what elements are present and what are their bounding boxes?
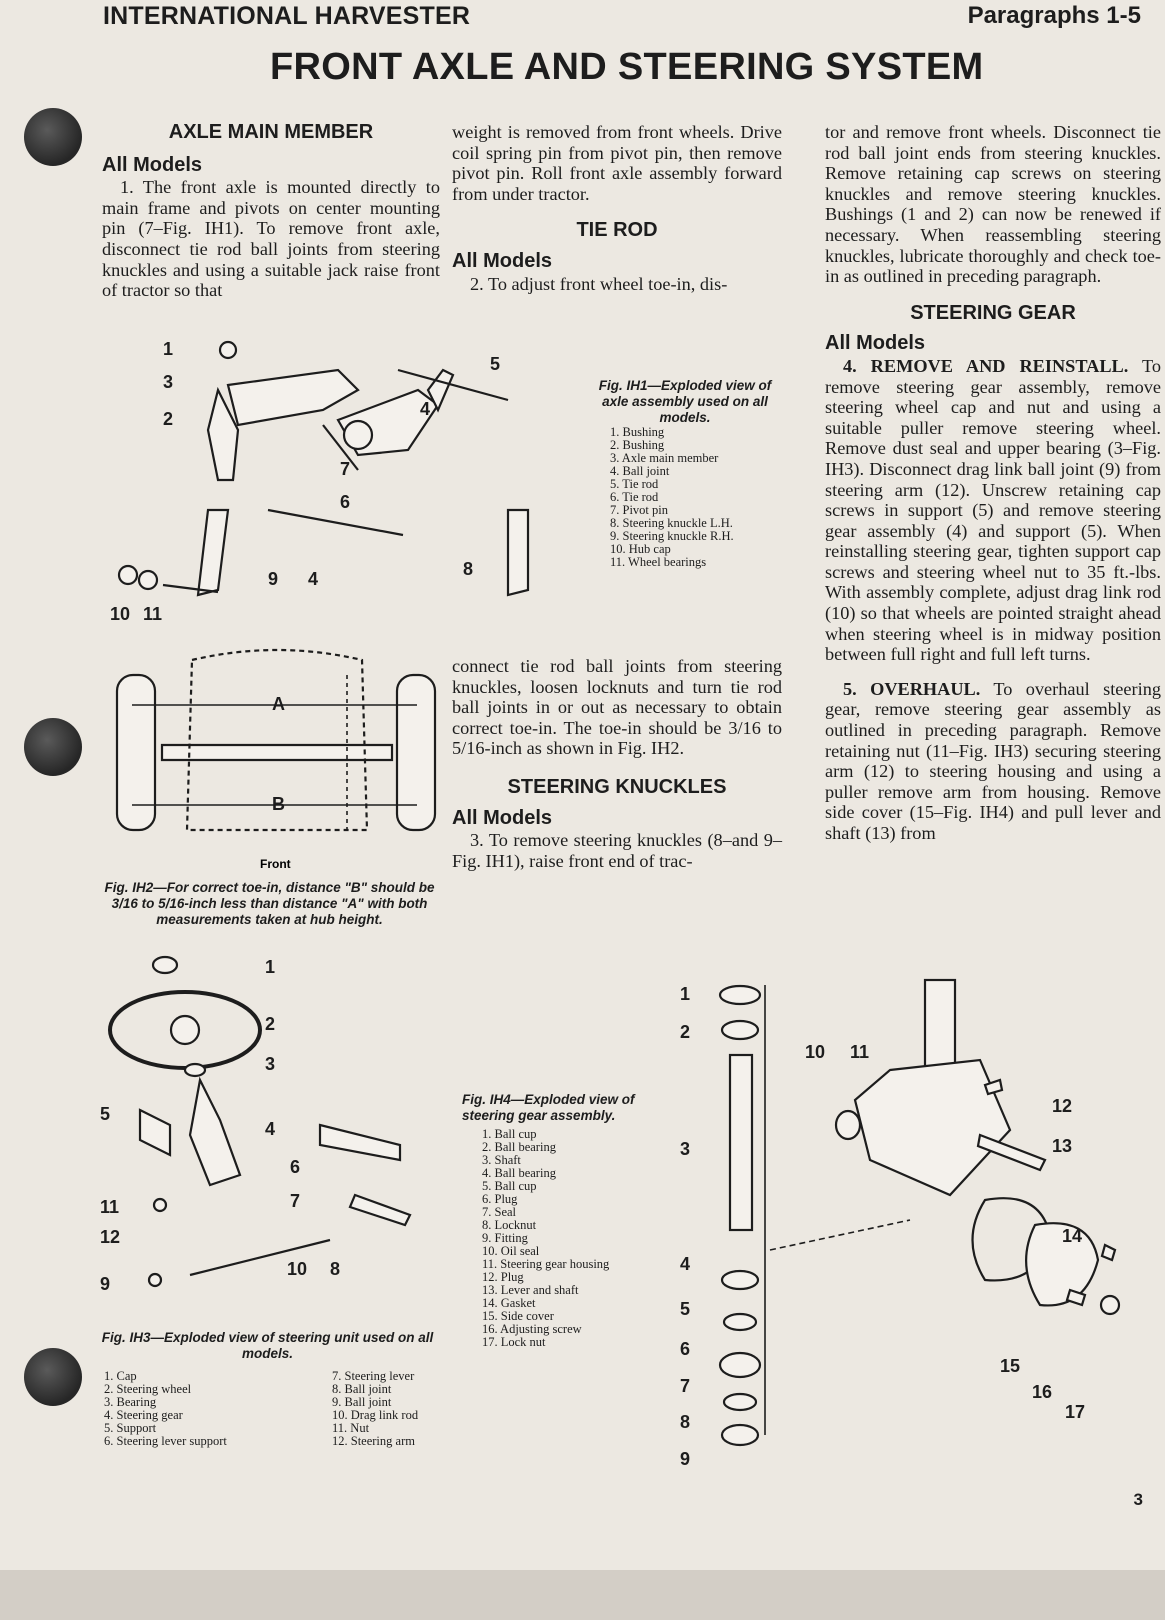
legend-item: 8. Locknut xyxy=(482,1218,537,1232)
paragraph: 4. REMOVE AND REINSTALL. To remove steering gear assembly, remove steering wheel cap and nut and using a suitable puller remove steering wheel. Remove dust seal and upper bearing (3–Fig. IH3). Disconnect drag link ball joint (9) from steering arm (12). Unscrew retaining cap screws in support (5) and remove steering gear assembly (4) and support (5). When reinstalling steering gear, tighten support cap screws and steering wheel nut to 35 ft.-lbs. With assembly complete, adjust drag link rod (10) so that wheels are pointed straight ahead when steering wheel is in midway position between full right and full left turns. xyxy=(825,355,1161,665)
legend-item: 8. Steering knuckle L.H. xyxy=(610,516,733,530)
svg-text:5: 5 xyxy=(680,1299,691,1319)
legend-item: 12. Steering arm xyxy=(332,1434,415,1448)
svg-text:11: 11 xyxy=(143,604,163,624)
figure-ih4-caption: Fig. IH4—Exploded view of steering gear assembly. xyxy=(462,1092,635,1123)
svg-text:16: 16 xyxy=(1032,1382,1053,1402)
legend-item: 9. Ball joint xyxy=(332,1395,392,1409)
legend-item: 3. Bearing xyxy=(104,1395,157,1409)
legend-item: 10. Hub cap xyxy=(610,542,671,556)
svg-text:11: 11 xyxy=(100,1197,120,1217)
legend-item: 5. Tie rod xyxy=(610,477,659,491)
svg-text:10: 10 xyxy=(287,1259,308,1279)
legend-item: 7. Steering lever xyxy=(332,1369,415,1383)
svg-text:12: 12 xyxy=(100,1227,121,1247)
scan-edge xyxy=(0,1570,1165,1620)
figure-ih4-legend xyxy=(482,1128,609,1349)
svg-text:5: 5 xyxy=(100,1104,111,1124)
figure-ih1-legend xyxy=(610,426,734,569)
svg-text:7: 7 xyxy=(340,459,351,479)
column-1 xyxy=(102,122,440,301)
svg-text:1: 1 xyxy=(163,339,174,359)
legend-item: 3. Shaft xyxy=(482,1153,521,1167)
page-title: FRONT AXLE AND STEERING SYSTEM xyxy=(270,46,984,88)
svg-text:6: 6 xyxy=(340,492,351,512)
subheading: All Models xyxy=(452,249,553,272)
svg-text:10: 10 xyxy=(110,604,131,624)
paragraph: weight is removed from front wheels. Drive coil spring pin from pivot pin, then remove pivot pin. Roll front axle assembly forward from under tractor. xyxy=(452,122,782,204)
legend-item: 10. Oil seal xyxy=(482,1244,540,1258)
front-label: Front xyxy=(260,857,291,871)
svg-text:2: 2 xyxy=(265,1014,276,1034)
paragraph: 2. To adjust front wheel toe-in, dis- xyxy=(470,273,728,294)
svg-text:9: 9 xyxy=(100,1274,111,1294)
legend-item: 4. Ball joint xyxy=(610,464,670,478)
paragraphs-header: Paragraphs 1-5 xyxy=(967,2,1141,29)
svg-text:2: 2 xyxy=(680,1022,691,1042)
paragraph: connect tie rod ball joints from steering knuckles, loosen locknuts and turn tie rod ball joints in or out as necessary to obtain correct toe-in. The toe-in should be 3/16 to 5/16-inch as shown in Fig. IH2. xyxy=(452,656,782,759)
svg-text:2: 2 xyxy=(163,409,174,429)
paragraph-lead: 5. OVERHAUL. xyxy=(843,678,981,699)
legend-item: 4. Steering gear xyxy=(104,1408,183,1422)
svg-text:15: 15 xyxy=(1000,1356,1021,1376)
legend-item: 5. Support xyxy=(104,1421,157,1435)
svg-text:4: 4 xyxy=(680,1254,691,1274)
svg-text:5: 5 xyxy=(490,354,501,374)
legend-item: 16. Adjusting screw xyxy=(482,1322,582,1336)
legend-item: 6. Tie rod xyxy=(610,490,659,504)
svg-text:11: 11 xyxy=(850,1042,870,1062)
svg-text:3: 3 xyxy=(265,1054,276,1074)
legend-item: 7. Pivot pin xyxy=(610,503,668,517)
legend-item: 6. Steering lever support xyxy=(104,1434,227,1448)
legend-item: 1. Ball cup xyxy=(482,1127,537,1141)
legend-item: 11. Wheel bearings xyxy=(610,555,707,569)
legend-item: 11. Steering gear housing xyxy=(482,1257,610,1271)
svg-text:3: 3 xyxy=(680,1139,691,1159)
subheading: All Models xyxy=(452,806,553,829)
binder-hole xyxy=(24,108,82,166)
distance-a-label: A xyxy=(272,694,285,714)
svg-text:8: 8 xyxy=(330,1259,341,1279)
svg-text:4: 4 xyxy=(308,569,319,589)
figure-ih1-caption: Fig. IH1—Exploded view of axle assembly used on all models. xyxy=(598,378,772,425)
legend-item: 9. Steering knuckle R.H. xyxy=(610,529,734,543)
svg-text:1: 1 xyxy=(265,957,276,977)
legend-item: 11. Nut xyxy=(332,1421,370,1435)
page-number: 3 xyxy=(1133,1490,1143,1509)
legend-item: 2. Bushing xyxy=(610,438,665,452)
legend-item: 7. Seal xyxy=(482,1205,517,1219)
paragraph: 5. OVERHAUL. To overhaul steering gear, remove steering gear assembly as outlined in preceding paragraph. Remove retaining nut (11–Fig. IH3) securing steering arm (12) to steering housing and using a puller remove arm from housing. Remove side cover (15–Fig. IH4) and pull lever and shaft (13) from xyxy=(825,678,1161,843)
column-2-bottom xyxy=(452,656,782,871)
legend-item: 14. Gasket xyxy=(482,1296,536,1310)
svg-text:6: 6 xyxy=(290,1157,301,1177)
svg-text:4: 4 xyxy=(265,1119,276,1139)
figure-ih4-gear-drawing xyxy=(680,960,1150,1480)
legend-item: 8. Ball joint xyxy=(332,1382,392,1396)
svg-text:10: 10 xyxy=(805,1042,826,1062)
section-heading: STEERING GEAR xyxy=(910,301,1076,324)
legend-item: 2. Ball bearing xyxy=(482,1140,556,1154)
svg-text:8: 8 xyxy=(463,559,474,579)
svg-text:17: 17 xyxy=(1065,1402,1086,1422)
legend-item: 13. Lever and shaft xyxy=(482,1283,579,1297)
binder-hole xyxy=(24,1348,82,1406)
svg-text:9: 9 xyxy=(680,1449,691,1469)
paragraph: 3. To remove steering knuckles (8–and 9–Fig. IH1), raise front end of trac- xyxy=(452,830,782,871)
subheading: All Models xyxy=(825,332,926,355)
figure-ih2-caption: Fig. IH2—For correct toe-in, distance "B" should be 3/16 to 5/16-inch less than distance "A" with both measurements taken at hub height. xyxy=(104,880,435,927)
legend-item: 6. Plug xyxy=(482,1192,518,1206)
svg-text:1: 1 xyxy=(680,984,691,1004)
svg-text:6: 6 xyxy=(680,1339,691,1359)
paragraph: tor and remove front wheels. Disconnect tie rod ball joint ends from steering knuckles. Remove retaining cap screws on steering knuckles and remove steering knuckles. Bushings (1 and 2) can now be renewed if necessary. When reassembling steering knuckles, lubricate thoroughly and check toe-in as outlined in preceding paragraph. xyxy=(825,122,1161,287)
svg-text:14: 14 xyxy=(1062,1226,1083,1246)
paragraph: 1. The front axle is mounted directly to main frame and pivots on center mounting pin (7–Fig. IH1). To remove front axle, disconnect tie rod ball joints from steering knuckles and using a suitable jack raise front of tractor so that xyxy=(102,177,440,301)
svg-text:8: 8 xyxy=(680,1412,691,1432)
legend-item: 1. Bushing xyxy=(610,425,665,439)
figure-ih3-steering-drawing xyxy=(100,945,440,1330)
svg-text:3: 3 xyxy=(163,372,174,392)
distance-b-label: B xyxy=(272,794,285,814)
svg-text:12: 12 xyxy=(1052,1096,1073,1116)
legend-item: 15. Side cover xyxy=(482,1309,554,1323)
figure-ih2-toe-in-drawing xyxy=(112,640,442,875)
legend-item: 10. Drag link rod xyxy=(332,1408,419,1422)
section-heading: AXLE MAIN MEMBER xyxy=(168,121,374,143)
svg-text:7: 7 xyxy=(290,1191,301,1211)
publisher-header: INTERNATIONAL HARVESTER xyxy=(103,2,471,30)
legend-item: 4. Ball bearing xyxy=(482,1166,556,1180)
binder-hole xyxy=(24,718,82,776)
figure-ih1-axle-drawing xyxy=(108,330,548,650)
paragraph-lead: 4. REMOVE AND REINSTALL. xyxy=(843,355,1129,376)
legend-item: 9. Fitting xyxy=(482,1231,528,1245)
column-2-top xyxy=(452,122,782,294)
figure-ih3-caption: Fig. IH3—Exploded view of steering unit used on all models. xyxy=(101,1330,434,1361)
legend-item: 2. Steering wheel xyxy=(104,1382,192,1396)
column-3 xyxy=(825,122,1161,844)
legend-item: 5. Ball cup xyxy=(482,1179,537,1193)
svg-text:13: 13 xyxy=(1052,1136,1073,1156)
legend-item: 17. Lock nut xyxy=(482,1335,546,1349)
figure-ih3-legend-left xyxy=(104,1370,227,1448)
legend-item: 1. Cap xyxy=(104,1369,137,1383)
section-heading: STEERING KNUCKLES xyxy=(507,775,727,798)
section-heading: TIE ROD xyxy=(576,219,658,242)
svg-text:9: 9 xyxy=(268,569,279,589)
legend-item: 3. Axle main member xyxy=(610,451,719,465)
svg-text:7: 7 xyxy=(680,1376,691,1396)
subheading: All Models xyxy=(102,153,203,176)
svg-text:4: 4 xyxy=(420,399,431,419)
legend-item: 12. Plug xyxy=(482,1270,524,1284)
figure-ih3-legend-right xyxy=(332,1370,418,1448)
